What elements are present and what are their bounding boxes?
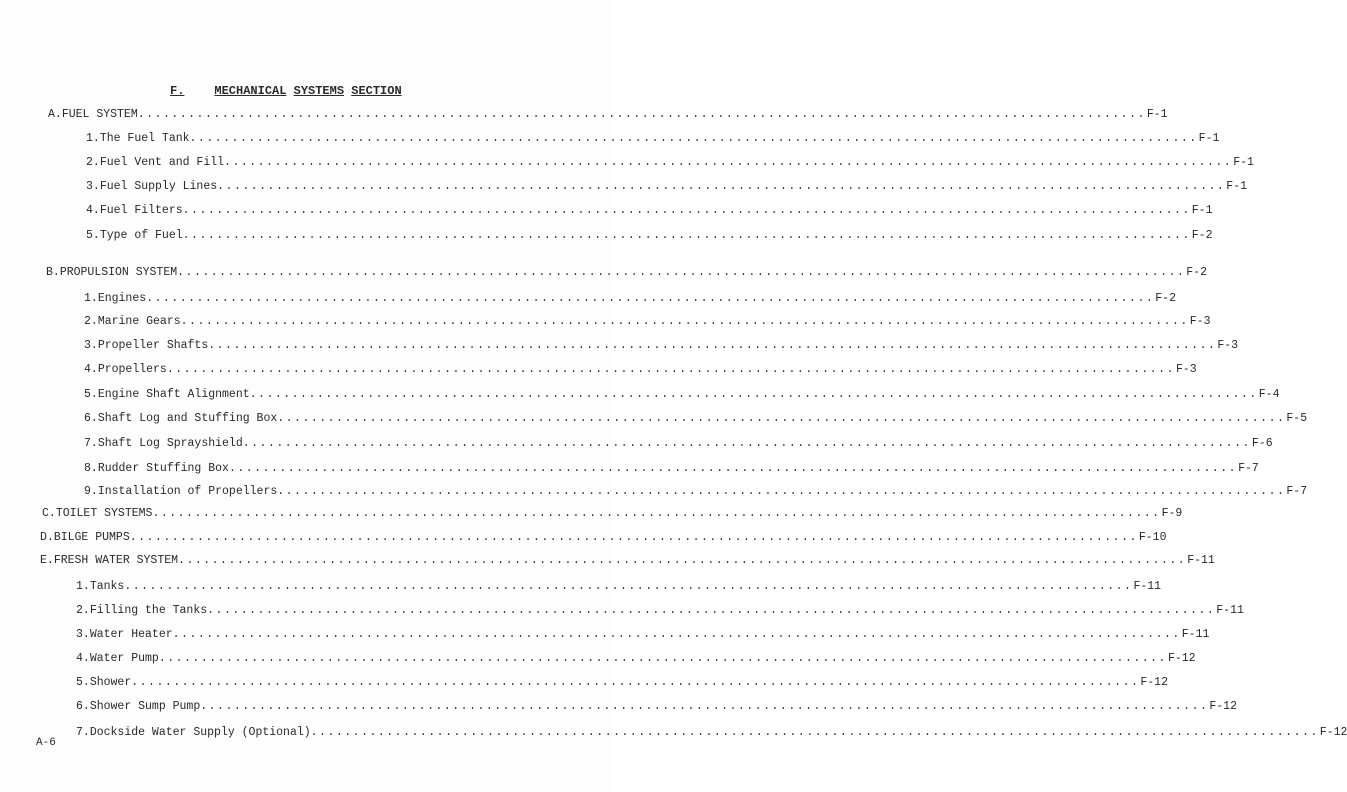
toc-section-entry[interactable] — [40, 554, 1215, 570]
entry-page: F-10 — [1138, 531, 1167, 544]
entry-page: F-6 — [1251, 437, 1273, 450]
toc-subentry[interactable] — [76, 726, 1347, 742]
toc-subentry[interactable] — [84, 315, 1211, 331]
entry-title[interactable]: FUEL SYSTEM — [61, 108, 138, 121]
toc-subentry[interactable] — [86, 156, 1254, 172]
entry-title[interactable]: Filling the Tanks — [89, 604, 208, 617]
entry-page: F-9 — [1161, 507, 1183, 520]
title-word: SECTION — [351, 84, 402, 98]
entry-page: F-11 — [1187, 554, 1215, 567]
toc-subentry[interactable] — [76, 700, 1237, 716]
entry-title[interactable]: Rudder Stuffing Box — [97, 462, 229, 475]
entry-page: F-11 — [1181, 628, 1210, 641]
entry-page: F-2 — [1155, 292, 1176, 305]
toc-subentry[interactable] — [76, 652, 1196, 668]
entry-title[interactable]: Shower — [89, 676, 132, 689]
dot-leader: ........................................................................................................................ — [242, 437, 1251, 450]
entry-page: F-1 — [1146, 108, 1168, 121]
toc-subentry[interactable] — [84, 292, 1176, 308]
entry-number: 7. — [76, 726, 90, 739]
dot-leader: ........................................................................................................................ — [129, 531, 1138, 544]
dot-leader: ........................................................................................................................ — [152, 507, 1161, 520]
entry-title[interactable]: Fuel Supply Lines — [99, 180, 218, 193]
entry-page: F-7 — [1286, 485, 1308, 498]
toc-subentry[interactable] — [84, 485, 1308, 501]
entry-page: F-7 — [1238, 462, 1259, 475]
entry-number: 1. — [84, 292, 98, 305]
toc-subentry[interactable] — [86, 132, 1220, 148]
dot-leader: ........................................................................................................................ — [131, 676, 1140, 689]
toc-subentry[interactable] — [84, 412, 1308, 428]
toc-subentry[interactable] — [76, 676, 1168, 692]
entry-number: 5. — [86, 229, 100, 242]
entry-title[interactable]: Type of Fuel — [99, 229, 183, 242]
entry-page: F-11 — [1133, 580, 1162, 593]
dot-leader: ........................................................................................................................ — [310, 726, 1319, 739]
entry-page: F-2 — [1191, 229, 1213, 242]
entry-number: A. — [48, 108, 62, 121]
entry-title[interactable]: Dockside Water Supply (Optional) — [89, 726, 311, 739]
dot-leader: ........................................................................................................................ — [124, 580, 1133, 593]
entry-number: 6. — [76, 700, 90, 713]
entry-number: 2. — [76, 604, 90, 617]
toc-subentry[interactable] — [86, 229, 1213, 245]
entry-title[interactable]: Engines — [97, 292, 147, 305]
title-word: MECHANICAL — [214, 84, 287, 98]
entry-number: 5. — [76, 676, 90, 689]
dot-leader: ........................................................................................................................ — [224, 156, 1233, 169]
dot-leader: ........................................................................................................................ — [277, 412, 1286, 425]
entry-title[interactable]: FRESH WATER SYSTEM — [53, 554, 179, 567]
dot-leader: ........................................................................................................................ — [180, 315, 1189, 328]
entry-number: E. — [40, 554, 54, 567]
toc-section-entry[interactable] — [46, 266, 1207, 282]
entry-page: F-12 — [1167, 652, 1196, 665]
entry-page: F-3 — [1175, 363, 1197, 376]
entry-page: F-3 — [1189, 315, 1211, 328]
toc-subentry[interactable] — [76, 580, 1162, 596]
toc-subentry[interactable] — [84, 339, 1239, 355]
toc-subentry[interactable] — [86, 204, 1213, 220]
toc-section-entry[interactable] — [40, 531, 1167, 547]
dot-leader: ........................................................................................................................ — [177, 266, 1186, 279]
entry-number: 5. — [84, 388, 98, 401]
section-title — [170, 84, 402, 98]
entry-title[interactable]: Engine Shaft Alignment — [97, 388, 250, 401]
entry-number: 2. — [86, 156, 100, 169]
dot-leader: ........................................................................................................................ — [189, 132, 1198, 145]
entry-number: 3. — [86, 180, 100, 193]
entry-page: F-4 — [1258, 388, 1280, 401]
entry-title[interactable]: BILGE PUMPS — [53, 531, 130, 544]
entry-page: F-11 — [1216, 604, 1244, 617]
dot-leader: ........................................................................................................................ — [200, 700, 1209, 713]
toc-subentry[interactable] — [86, 180, 1247, 196]
entry-number: 1. — [86, 132, 100, 145]
dot-leader: ........................................................................................................................ — [158, 652, 1167, 665]
toc-subentry[interactable] — [84, 462, 1259, 478]
dot-leader: ........................................................................................................................ — [166, 363, 1175, 376]
section-letter: F. — [170, 84, 185, 98]
entry-number: D. — [40, 531, 54, 544]
entry-number: 3. — [84, 339, 98, 352]
dot-leader: ........................................................................................................................ — [137, 108, 1146, 121]
toc-section-entry[interactable] — [48, 108, 1168, 124]
entry-number: B. — [46, 266, 60, 279]
entry-number: C. — [42, 507, 56, 520]
entry-number: 1. — [76, 580, 90, 593]
entry-page: F-1 — [1233, 156, 1254, 169]
toc-subentry[interactable] — [76, 604, 1244, 620]
entry-page: F-1 — [1226, 180, 1247, 193]
toc-subentry[interactable] — [76, 628, 1210, 644]
entry-title[interactable]: Shower Sump Pump — [89, 700, 201, 713]
entry-title[interactable]: PROPULSION SYSTEM — [59, 266, 178, 279]
dot-leader: ........................................................................................................................ — [277, 485, 1286, 498]
entry-number: 6. — [84, 412, 98, 425]
entry-number: 2. — [84, 315, 98, 328]
entry-title[interactable]: Marine Gears — [97, 315, 181, 328]
entry-page: F-2 — [1186, 266, 1207, 279]
entry-number: 8. — [84, 462, 98, 475]
entry-title[interactable]: The Fuel Tank — [99, 132, 190, 145]
entry-title[interactable]: Water Pump — [89, 652, 159, 665]
dot-leader: ........................................................................................................................ — [208, 339, 1217, 352]
dot-leader: ........................................................................................................................ — [172, 628, 1181, 641]
entry-title[interactable]: TOILET SYSTEMS — [55, 507, 153, 520]
entry-title[interactable]: Propeller Shafts — [97, 339, 209, 352]
dot-leader: ........................................................................................................................ — [228, 462, 1238, 475]
toc-subentry[interactable] — [84, 437, 1273, 453]
entry-title[interactable]: Tanks — [89, 580, 125, 593]
entry-number: 9. — [84, 485, 98, 498]
entry-page: F-1 — [1191, 204, 1213, 217]
entry-number: 4. — [86, 204, 100, 217]
toc-section-entry[interactable] — [42, 507, 1183, 523]
entry-title[interactable]: Fuel Filters — [99, 204, 183, 217]
toc-subentry[interactable] — [84, 388, 1280, 404]
entry-page: F-12 — [1209, 700, 1237, 713]
entry-title[interactable]: Shaft Log and Stuffing Box — [97, 412, 278, 425]
dot-leader: ........................................................................................................................ — [182, 229, 1191, 242]
entry-title[interactable]: Installation of Propellers — [97, 485, 278, 498]
entry-number: 4. — [84, 363, 98, 376]
entry-number: 3. — [76, 628, 90, 641]
dot-leader: ........................................................................................................................ — [146, 292, 1155, 305]
dot-leader: ........................................................................................................................ — [182, 204, 1191, 217]
entry-page: F-12 — [1140, 676, 1168, 689]
entry-page: F-3 — [1217, 339, 1239, 352]
dot-leader: ........................................................................................................................ — [249, 388, 1258, 401]
entry-page: F-1 — [1198, 132, 1220, 145]
entry-title[interactable]: Water Heater — [89, 628, 173, 641]
toc-subentry[interactable] — [84, 363, 1197, 379]
entry-number: 7. — [84, 437, 98, 450]
entry-title[interactable]: Propellers — [97, 363, 167, 376]
title-word: SYSTEMS — [293, 84, 345, 98]
dot-leader: ........................................................................................................................ — [207, 604, 1216, 617]
entry-number: 4. — [76, 652, 90, 665]
entry-page: F-12 — [1319, 726, 1347, 739]
dot-leader: ........................................................................................................................ — [217, 180, 1226, 193]
page-number: A-6 — [36, 737, 56, 749]
entry-page: F-5 — [1286, 412, 1308, 425]
entry-title[interactable]: Fuel Vent and Fill — [99, 156, 225, 169]
dot-leader: ........................................................................................................................ — [178, 554, 1187, 567]
entry-title[interactable]: Shaft Log Sprayshield — [97, 437, 243, 450]
